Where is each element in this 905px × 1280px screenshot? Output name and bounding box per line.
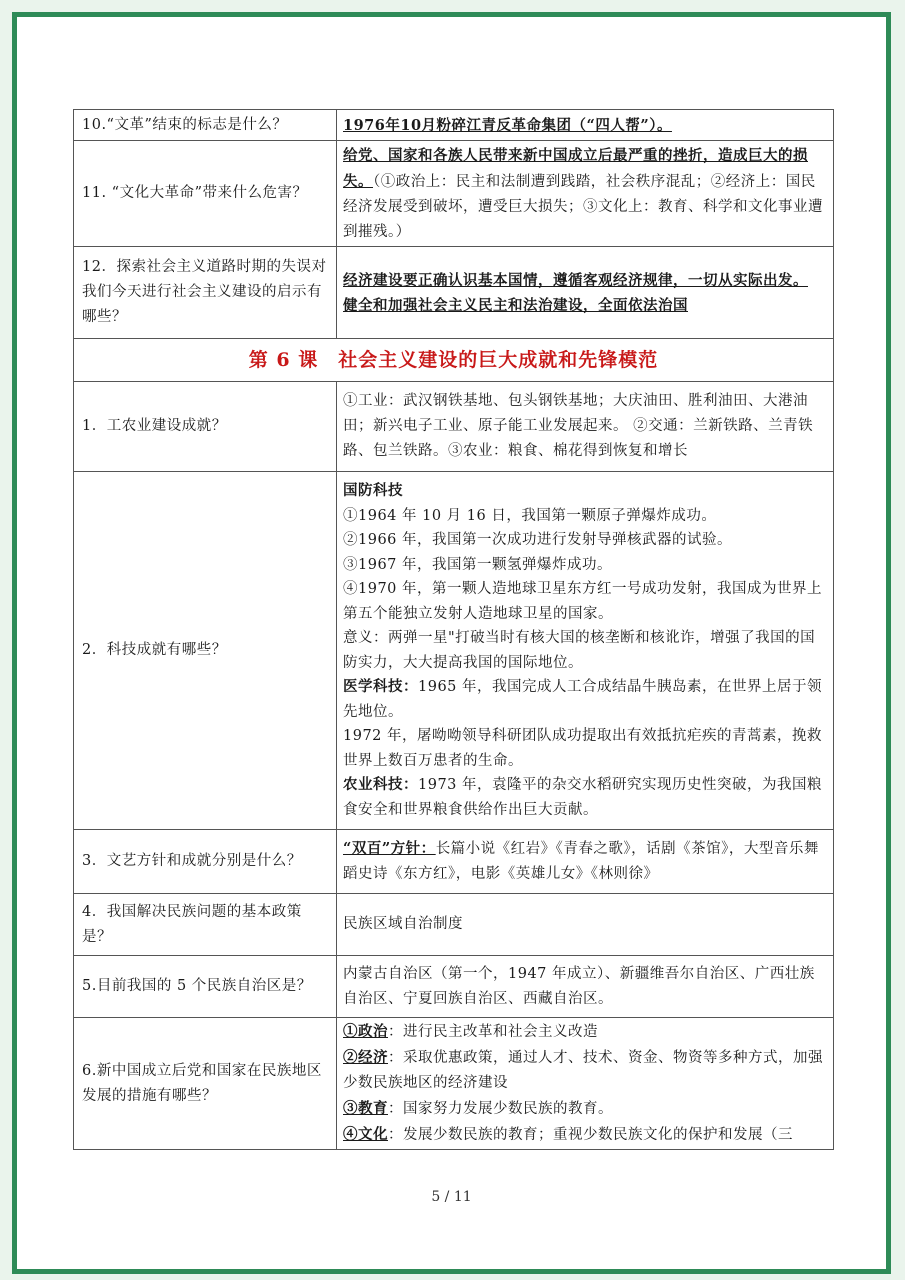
table-row — [74, 1018, 834, 1150]
measure-text: ：国家努力发展少数民族的教育。 — [388, 1101, 613, 1117]
document-sheet — [73, 109, 833, 1150]
table-row — [74, 110, 834, 141]
answer-line: ①1964 年 10 月 16 日，我国第一颗原子弹爆炸成功。 — [343, 507, 717, 524]
measure-text: ：进行民主改革和社会主义改造 — [388, 1024, 598, 1040]
answer-detail-text: 长篇小说《红岩》《青春之歌》，话剧《茶馆》，大型音乐舞蹈史诗《东方红》，电影《英雄儿女》《林则徐》 — [343, 841, 819, 882]
answer-cell: 民族区域自治制度 — [337, 894, 834, 956]
table-row — [74, 382, 834, 472]
answer-cell — [337, 1018, 834, 1150]
answer-line: 1972 年，屠呦呦领导科研团队成功提取出有效抵抗疟疾的青蒿素，挽救世界上数百万患者的生命。 — [343, 728, 823, 769]
answer-line — [343, 1019, 827, 1045]
page-number: 5 / 11 — [431, 1189, 472, 1205]
question-cell: 10.“文革”结束的标志是什么？ — [74, 110, 337, 141]
question-cell: 5.目前我国的 5 个民族自治区是？ — [74, 956, 337, 1018]
question-cell: 1．工农业建设成就？ — [74, 382, 337, 472]
section-heading: 国防科技 — [343, 482, 403, 499]
answer-line: 意义：两弹一星"打破当时有核大国的核垄断和核讹诈，增强了我国的国防实力，大大提高我国的国际地位。 — [343, 630, 816, 671]
answer-text: 1973 年，袁隆平的杂交水稻研究实现历史性突破，为我国粮食安全和世界粮食供给作出巨大贡献。 — [343, 777, 823, 818]
table-row — [74, 830, 834, 894]
answer-line: ④1970 年，第一颗人造地球卫星东方红一号成功发射，我国成为世界上第五个能独立发射人造地球卫星的国家。 — [343, 581, 823, 622]
answer-cell — [337, 472, 834, 830]
measure-text: ：采取优惠政策，通过人才、技术、资金、物资等多种方式，加强少数民族地区的经济建设 — [343, 1050, 823, 1091]
table-row — [74, 247, 834, 339]
answer-cell: ①工业：武汉钢铁基地、包头钢铁基地；大庆油田、胜利油田、大港油田；新兴电子工业、原子能工业发展起来。 ②交通：兰新铁路、兰青铁路、包兰铁路。③农业：粮食、棉花得到恢复和增长 — [337, 382, 834, 472]
answer-key-text: “双百”方针： — [343, 840, 436, 857]
answer-line: ③1967 年，我国第一颗氢弹爆炸成功。 — [343, 556, 613, 573]
question-cell: 12．探索社会主义道路时期的失误对我们今天进行社会主义建设的启示有哪些？ — [74, 247, 337, 339]
section-heading: 医学科技： — [343, 678, 418, 695]
question-cell: 11. “文化大革命”带来什么危害？ — [74, 141, 337, 247]
section-heading: 农业科技： — [343, 776, 418, 793]
measure-key: ④文化 — [343, 1126, 388, 1143]
answer-line — [343, 1096, 827, 1122]
lesson-header-row — [74, 339, 834, 382]
table-row — [74, 894, 834, 956]
question-cell: 2．科技成就有哪些？ — [74, 472, 337, 830]
measure-key: ③教育 — [343, 1100, 388, 1117]
measure-key: ②经济 — [343, 1049, 388, 1066]
table-row — [74, 472, 834, 830]
answer-line: 健全和加强社会主义民主和法治建设，全面依法治国 — [343, 296, 688, 314]
answer-line — [343, 773, 827, 822]
qa-table — [73, 109, 834, 1150]
answer-key-text: 给党、国家和各族人民带来新中国成立后最严重的挫折，造成巨大的损失。 — [343, 146, 808, 190]
answer-line — [343, 675, 827, 724]
question-cell: 6.新中国成立后党和国家在民族地区发展的措施有哪些？ — [74, 1018, 337, 1150]
measure-key: ①政治 — [343, 1023, 388, 1040]
answer-cell: 1976年10月粉碎江青反革命集团（“四人帮”）。 — [337, 110, 834, 141]
table-row — [74, 956, 834, 1018]
question-cell: 3．文艺方针和成就分别是什么？ — [74, 830, 337, 894]
answer-line — [343, 1045, 827, 1096]
measure-text: ：发展少数民族的教育；重视少数民族文化的保护和发展（三 — [388, 1127, 793, 1143]
table-row — [74, 141, 834, 247]
answer-line — [343, 1122, 827, 1148]
lesson-title: 第 6 课 社会主义建设的巨大成就和先锋模范 — [74, 339, 834, 382]
answer-cell — [337, 247, 834, 339]
page-frame — [12, 12, 891, 1274]
answer-line: ②1966 年，我国第一次成功进行发射导弹核武器的试验。 — [343, 532, 733, 548]
answer-cell — [337, 141, 834, 247]
answer-text: 1965 年，我国完成人工合成结晶牛胰岛素，在世界上居于领先地位。 — [343, 679, 823, 720]
answer-line: 经济建设要正确认识基本国情，遵循客观经济规律，一切从实际出发。 — [343, 271, 808, 289]
question-cell: 4．我国解决民族问题的基本政策是？ — [74, 894, 337, 956]
answer-detail-text: （①政治上：民主和法制遭到践踏，社会秩序混乱；②经济上：国民经济发展受到破坏，遭受巨大损失；③文化上：教育、科学和文化事业遭到摧残。） — [343, 173, 823, 240]
answer-cell — [337, 830, 834, 894]
answer-cell: 内蒙古自治区（第一个，1947 年成立）、新疆维吾尔自治区、广西壮族自治区、宁夏回族自治区、西藏自治区。 — [337, 956, 834, 1018]
